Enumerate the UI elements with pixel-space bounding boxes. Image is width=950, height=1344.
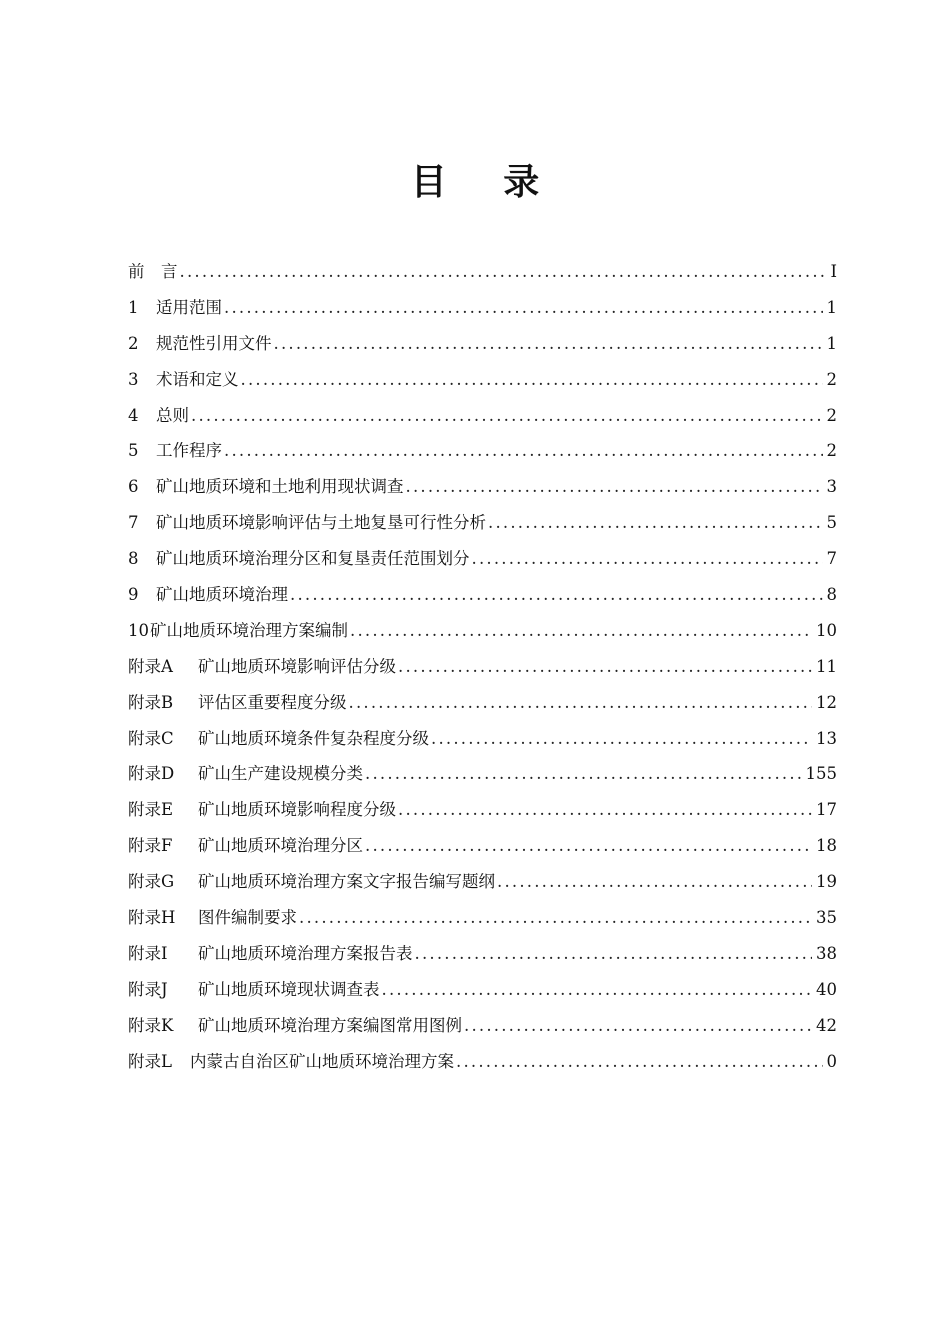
toc-entry-number: 附录C	[128, 728, 174, 748]
toc-leader-dots	[382, 972, 813, 1008]
toc-entry-label: 术语和定义	[156, 369, 239, 389]
toc-entry-1[interactable]	[128, 290, 837, 326]
toc-entry-number: 附录K	[128, 1015, 174, 1035]
toc-entry-5[interactable]	[128, 433, 837, 469]
toc-entry-label: 适用范围	[156, 297, 222, 317]
toc-entry-number: 附录H	[128, 908, 176, 928]
toc-entry-number: 3	[128, 369, 139, 389]
toc-entry-label: 工作程序	[156, 441, 222, 461]
toc-entry-page: 1	[826, 333, 837, 353]
toc-entry-page: 1	[826, 297, 837, 317]
toc-entry-label: 矿山地质环境治理	[156, 585, 288, 605]
toc-leader-dots	[191, 398, 823, 434]
toc-entry-number: 附录D	[128, 764, 175, 784]
toc-entry-number: 7	[128, 513, 139, 533]
toc-entry-4[interactable]	[128, 398, 837, 434]
toc-entry-label: 规范性引用文件	[156, 333, 272, 353]
toc-entry-2[interactable]	[128, 326, 837, 362]
toc-leader-dots	[274, 326, 823, 362]
toc-entry-appendix-c[interactable]	[128, 721, 837, 757]
toc-entry-8[interactable]	[128, 541, 837, 577]
toc-entry-label: 矿山地质环境影响评估分级	[198, 656, 396, 676]
toc-entry-number: 附录B	[128, 692, 174, 712]
toc-entry-appendix-f[interactable]	[128, 828, 837, 864]
toc-entry-6[interactable]	[128, 469, 837, 505]
toc-entry-label: 矿山地质环境治理方案报告表	[198, 943, 413, 963]
toc-entry-number: 6	[128, 477, 139, 497]
toc-entry-page: 10	[816, 620, 837, 640]
toc-entry-page: 0	[826, 1051, 837, 1071]
toc-entry-appendix-l[interactable]	[128, 1044, 837, 1080]
toc-entry-label: 矿山生产建设规模分类	[198, 764, 363, 784]
toc-entry-page: 17	[816, 800, 837, 820]
toc-entry-number: 2	[128, 333, 139, 353]
toc-leader-dots	[398, 649, 812, 685]
toc-entry-label: 矿山地质环境现状调查表	[198, 979, 380, 999]
page-title: 目 录	[410, 161, 562, 203]
toc-entry-number: 附录I	[128, 943, 168, 963]
toc-leader-dots	[350, 613, 812, 649]
toc-entry-page: 42	[816, 1015, 837, 1035]
toc-entry-label: 总则	[156, 405, 189, 425]
toc-entry-label: 图件编制要求	[198, 908, 297, 928]
toc-entry-appendix-j[interactable]	[128, 972, 837, 1008]
toc-leader-dots	[464, 1008, 812, 1044]
toc-entry-number: 10	[128, 620, 149, 640]
toc-entry-label: 矿山地质环境影响程度分级	[198, 800, 396, 820]
toc-entry-page: 18	[816, 836, 837, 856]
toc-entry-label: 矿山地质环境条件复杂程度分级	[198, 728, 429, 748]
toc-entry-number: 附录E	[128, 800, 174, 820]
toc-leader-dots	[472, 541, 823, 577]
toc-leader-dots	[488, 505, 823, 541]
toc-entry-label: 矿山地质环境治理方案编图常用图例	[198, 1015, 462, 1035]
toc-entry-appendix-g[interactable]	[128, 864, 837, 900]
toc-leader-dots	[456, 1044, 823, 1080]
toc-entry-page: 7	[826, 549, 837, 569]
toc-leader-dots	[497, 864, 812, 900]
toc-entry-appendix-i[interactable]	[128, 936, 837, 972]
toc-leader-dots	[180, 254, 827, 290]
toc-leader-dots	[365, 756, 802, 792]
toc-leader-dots	[365, 828, 812, 864]
toc-entry-preface[interactable]	[128, 254, 837, 290]
toc-leader-dots	[415, 936, 813, 972]
toc-entry-label: 矿山地质环境和土地利用现状调查	[156, 477, 404, 497]
toc-entry-number: 附录J	[128, 979, 168, 999]
toc-entry-number: 1	[128, 297, 139, 317]
toc-leader-dots	[299, 900, 812, 936]
toc-entry-label: 矿山地质环境治理分区和复垦责任范围划分	[156, 549, 470, 569]
toc-entry-label: 评估区重要程度分级	[198, 692, 347, 712]
toc-entry-appendix-b[interactable]	[128, 685, 837, 721]
toc-entry-page: 12	[816, 692, 837, 712]
toc-entry-10[interactable]	[128, 613, 837, 649]
toc-entry-9[interactable]	[128, 577, 837, 613]
toc-entry-label: 矿山地质环境治理方案文字报告编写题纲	[198, 872, 495, 892]
toc-entry-number: 9	[128, 585, 139, 605]
toc-entry-page: 19	[816, 872, 837, 892]
toc-entry-3[interactable]	[128, 362, 837, 398]
toc-entry-number: 附录A	[128, 656, 173, 676]
toc-entry-appendix-d[interactable]	[128, 756, 837, 792]
toc-entry-appendix-a[interactable]	[128, 649, 837, 685]
toc-entry-number: 附录G	[128, 872, 175, 892]
toc-leader-dots	[349, 685, 813, 721]
toc-entry-number: 附录L	[128, 1051, 172, 1071]
toc-leader-dots	[398, 792, 812, 828]
toc-entry-label: 矿山地质环境治理分区	[198, 836, 363, 856]
toc-entry-page: 13	[816, 728, 837, 748]
toc-entry-page: 2	[826, 405, 837, 425]
toc-entry-appendix-h[interactable]	[128, 900, 837, 936]
toc-entry-7[interactable]	[128, 505, 837, 541]
toc-entry-number: 附录F	[128, 836, 173, 856]
toc-leader-dots	[224, 290, 823, 326]
toc-leader-dots	[406, 469, 823, 505]
toc-leader-dots	[431, 721, 812, 757]
toc-entry-page: 35	[816, 908, 837, 928]
toc-entry-page: 38	[816, 943, 837, 963]
toc-entry-page: 8	[826, 585, 837, 605]
toc-entry-page: 2	[826, 441, 837, 461]
toc-entry-label: 内蒙古自治区矿山地质环境治理方案	[190, 1051, 454, 1071]
toc-entry-number: 5	[128, 441, 139, 461]
toc-entry-number: 4	[128, 405, 139, 425]
toc-entry-number: 8	[128, 549, 139, 569]
toc-entry-appendix-e[interactable]	[128, 792, 837, 828]
toc-entry-page: I	[830, 262, 837, 281]
toc-entry-label: 矿山地质环境治理方案编制	[150, 620, 348, 640]
toc-entry-appendix-k[interactable]	[128, 1008, 837, 1044]
toc-entry-label: 前 言	[128, 262, 178, 281]
toc-entry-label: 矿山地质环境影响评估与土地复垦可行性分析	[156, 513, 486, 533]
toc-entry-page: 2	[826, 369, 837, 389]
table-of-contents	[128, 254, 837, 1079]
toc-entry-page: 11	[816, 656, 837, 676]
toc-entry-page: 40	[816, 979, 837, 999]
toc-leader-dots	[290, 577, 823, 613]
toc-leader-dots	[224, 433, 823, 469]
toc-leader-dots	[241, 362, 823, 398]
toc-entry-page: 3	[826, 477, 837, 497]
toc-entry-page: 155	[805, 764, 837, 784]
toc-entry-page: 5	[826, 513, 837, 533]
